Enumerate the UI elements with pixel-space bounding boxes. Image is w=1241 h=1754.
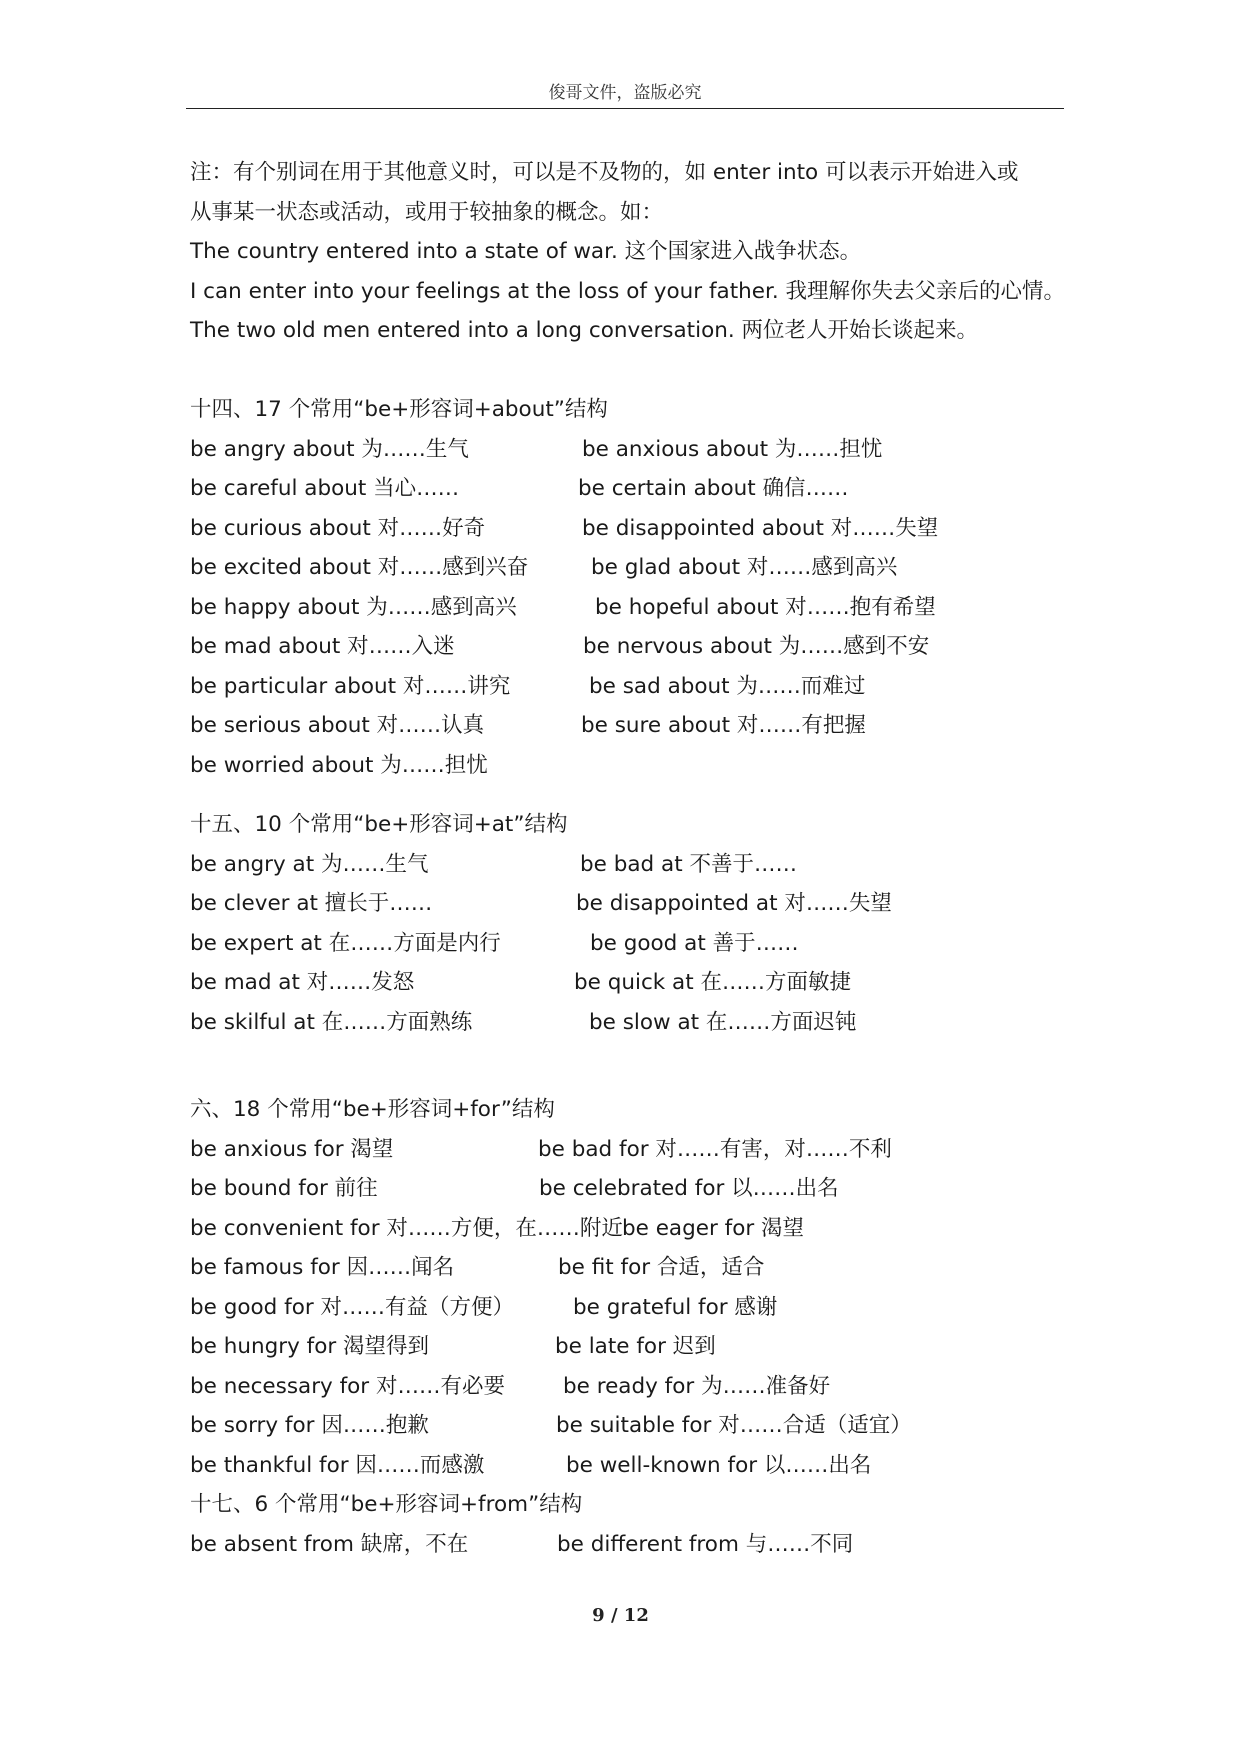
section-title: 六、18 个常用“be+形容词+for”结构 [190,1097,555,1122]
phrase-right: be good at 善于…… [590,930,799,956]
phrase-row [190,509,1070,549]
example-sentence: I can enter into your feelings at the loss of your father. 我理解你失去父亲后的心情。 [190,278,1066,304]
phrase-row [190,1406,1070,1446]
phrase-row [190,706,1070,746]
phrase-row [190,1446,1070,1486]
phrase-row [190,1248,1070,1288]
phrase-left: be necessary for 对……有必要 [190,1373,505,1399]
phrase-right: be fit for 合适，适合 [558,1255,765,1280]
phrase-left: be convenient for 对……方便，在……附近 [190,1215,623,1241]
phrase-row [190,746,1070,786]
phrase-row [190,1327,1070,1367]
example-sentence: The two old men entered into a long conversation. 两位老人开始长谈起来。 [190,318,979,343]
phrase-left: be particular about 对……讲究 [190,673,511,699]
phrase-left: be happy about 为……感到高兴 [190,594,517,620]
phrase-left: be serious about 对……认真 [190,713,485,738]
section-title: 十四、17 个常用“be+形容词+about”结构 [190,397,608,422]
page-number: 9 / 12 [592,1605,649,1626]
phrase-left: be skilful at 在……方面熟练 [190,1009,473,1035]
phrase-left: be hungry for 渴望得到 [190,1334,430,1359]
phrase-left: be worried about 为……担忧 [190,752,488,778]
phrase-right: be late for 迟到 [555,1334,716,1359]
phrase-left: be good for 对……有益（方便） [190,1294,515,1320]
phrase-left: be sorry for 因……抱歉 [190,1413,429,1438]
phrase-right: be certain about 确信…… [578,476,849,501]
phrase-right: be sad about 为……而难过 [589,673,866,699]
phrase-left: be bound for 前往 [190,1176,378,1201]
phrase-row [190,1130,1070,1170]
phrase-left: be famous for 因……闻名 [190,1255,455,1280]
phrase-right: be bad at 不善于…… [580,851,797,877]
phrase-row [190,1169,1070,1209]
phrase-right: be different from 与……不同 [557,1531,854,1557]
page-body [190,153,1070,1564]
phrase-left: be absent from 缺席，不在 [190,1531,469,1557]
phrase-left: be anxious for 渴望 [190,1136,394,1162]
phrase-left: be curious about 对……好奇 [190,515,486,541]
phrase-row [190,924,1070,964]
phrase-right: be glad about 对……感到高兴 [591,555,898,580]
phrase-row [190,627,1070,667]
example-sentence: The country entered into a state of war. 这个国家进入战争状态。 [190,239,862,264]
phrase-left: be angry at 为……生气 [190,851,429,877]
phrase-right: be disappointed at 对……失望 [576,891,892,916]
phrase-row [190,548,1070,588]
phrase-row [190,469,1070,509]
phrase-row [190,667,1070,707]
phrase-row [190,1367,1070,1407]
phrase-right: be sure about 对……有把握 [581,713,866,738]
phrase-right: be eager for 渴望 [622,1215,805,1241]
phrase-left: be mad at 对……发怒 [190,970,415,995]
phrase-right: be suitable for 对……合适（适宜） [556,1413,912,1438]
phrase-left: be clever at 擅长于…… [190,891,433,916]
phrase-right: be nervous about 为……感到不安 [583,634,930,659]
phrase-row [190,1209,1070,1249]
phrase-left: be careful about 当心…… [190,476,460,501]
note-line: 注：有个别词在用于其他意义时，可以是不及物的，如 enter into 可以表示开始进入或 [190,160,1019,185]
phrase-right: be anxious about 为……担忧 [582,436,883,462]
phrase-right: be ready for 为……准备好 [563,1373,831,1399]
page-header: 俊哥文件，盗版必究 [548,83,702,103]
phrase-row [190,884,1070,924]
phrase-right: be hopeful about 对……抱有希望 [595,594,936,620]
section-title: 十五、10 个常用“be+形容词+at”结构 [190,812,568,837]
phrase-left: be thankful for 因……而感激 [190,1452,485,1478]
phrase-row [190,1003,1070,1043]
phrase-row [190,845,1070,885]
note-line: 从事某一状态或活动，或用于较抽象的概念。如： [190,199,664,225]
phrase-right: be celebrated for 以……出名 [539,1176,839,1201]
phrase-row [190,1525,1070,1565]
phrase-right: be slow at 在……方面迟钝 [589,1009,857,1035]
phrase-right: be bad for 对……有害，对……不利 [538,1136,892,1162]
phrase-right: be disappointed about 对……失望 [582,515,939,541]
phrase-left: be mad about 对……入迷 [190,634,455,659]
phrase-right: be well-known for 以……出名 [566,1452,872,1478]
phrase-row [190,430,1070,470]
phrase-right: be grateful for 感谢 [573,1294,778,1320]
phrase-row [190,588,1070,628]
phrase-left: be excited about 对……感到兴奋 [190,555,529,580]
phrase-left: be expert at 在……方面是内行 [190,930,501,956]
phrase-right: be quick at 在……方面敏捷 [574,970,852,995]
header-divider [186,108,1064,109]
phrase-row [190,963,1070,1003]
phrase-row [190,1288,1070,1328]
phrase-left: be angry about 为……生气 [190,436,469,462]
section-title: 十七、6 个常用“be+形容词+from”结构 [190,1492,583,1517]
